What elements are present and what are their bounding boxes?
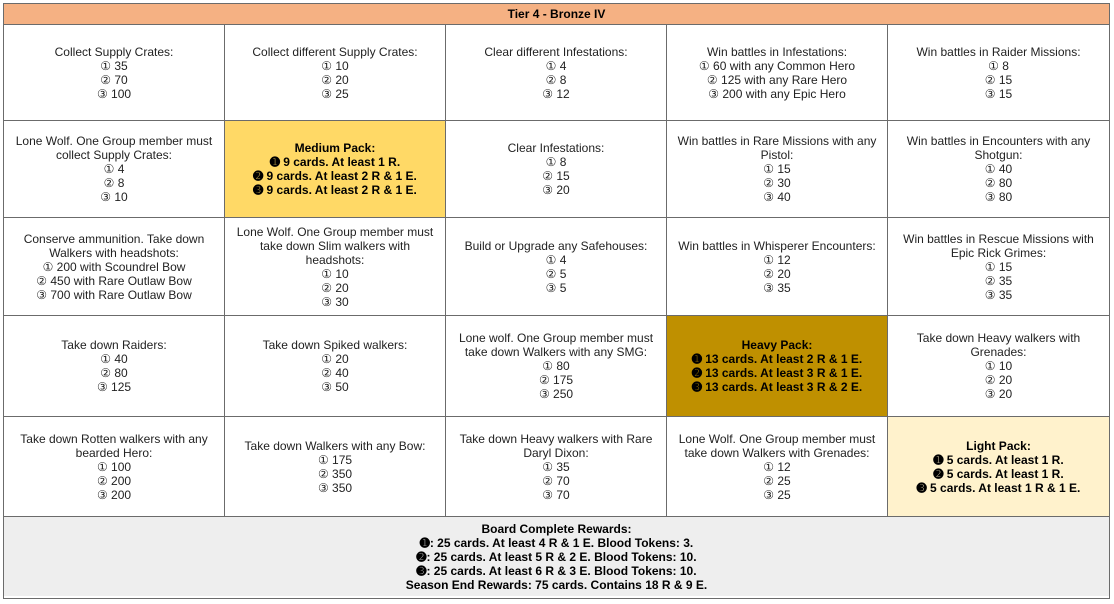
mission-level-1: ① 35 [100,58,128,73]
mission-description: Win battles in Infestations: [706,44,848,59]
mission-description: Conserve ammunition. Take down Walkers with headshots: [23,231,205,260]
mission-level-1: ① 60 with any Common Hero [698,58,856,73]
season-end-rewards: Season End Rewards: 75 cards. Contains 18 R & 9 E. [405,577,708,592]
mission-level-2: ② 450 with Rare Outlaw Bow [36,273,192,288]
mission-level-1: ① 15 [984,259,1013,274]
board-reward-line-1: ➊: 25 cards. At least 4 R & 1 E. Blood Tokens: 3. [419,535,694,550]
mission-level-3: ③ 250 [538,387,574,401]
mission-cell [667,121,888,218]
mission-level-3: ③ 20 [984,387,1013,401]
mission-cell [225,218,446,316]
mission-cell [446,121,667,218]
mission-description: Lone Wolf. One Group member must take down Walkers with Grenades: [678,431,876,460]
mission-level-2: ② 25 [763,473,791,488]
pack-level-1: ➊ 9 cards. At least 1 R. [269,155,401,169]
mission-description: Collect different Supply Crates: [252,44,418,59]
mission-level-1: ① 35 [542,459,570,474]
mission-level-2: ② 80 [984,176,1013,190]
mission-level-1: ① 100 [96,459,132,474]
mission-cell [4,25,225,121]
mission-cell [225,417,446,517]
mission-description: Take down Heavy walkers with Grenades: [916,331,1081,359]
mission-description: Take down Raiders: [61,338,167,352]
mission-level-1: ① 15 [763,162,791,176]
mission-level-3: ③ 100 [96,86,132,101]
mission-description: Win battles in Whisperer Encounters: [678,238,876,253]
pack-title: Light Pack: [966,438,1031,453]
mission-level-1: ① 175 [317,452,353,467]
mission-cell [4,417,225,517]
mission-level-3: ③ 70 [542,487,570,502]
mission-description: Collect Supply Crates: [54,44,174,59]
mission-level-2: ② 20 [321,280,349,295]
mission-level-3: ③ 20 [542,183,570,197]
pack-level-2: ➋ 13 cards. At least 3 R & 1 E. [691,366,863,380]
mission-description: Win battles in Encounters with any Shotgun: [906,134,1091,162]
pack-level-2: ➋ 5 cards. At least 1 R. [933,466,1064,481]
mission-board [3,3,1110,599]
mission-level-1: ① 80 [542,359,570,373]
light-pack-cell [888,417,1109,517]
mission-level-2: ② 175 [538,373,574,387]
mission-cell [446,218,667,316]
board-reward-line-3: ➌: 25 cards. At least 6 R & 3 E. Blood Tokens: 10. [416,563,697,578]
mission-level-1: ① 10 [984,359,1013,373]
pack-level-2: ➋ 9 cards. At least 2 R & 1 E. [253,169,417,183]
mission-cell [4,218,225,316]
mission-level-1: ① 8 [988,58,1009,73]
board-rewards [4,517,1109,596]
pack-level-3: ➌ 13 cards. At least 3 R & 2 E. [691,380,863,394]
mission-level-3: ③ 25 [763,487,791,502]
mission-description: Win battles in Rescue Missions with Epic Rick Grimes: [903,231,1094,260]
mission-level-1: ① 4 [545,58,567,73]
mission-level-3: ③ 35 [984,287,1013,302]
mission-cell [446,417,667,517]
mission-description: Lone wolf. One Group member must take down Walkers with any SMG: [458,331,654,359]
mission-level-2: ② 15 [984,72,1013,87]
mission-level-2: ② 70 [542,473,570,488]
mission-level-3: ③ 80 [984,190,1013,204]
mission-level-1: ① 10 [321,58,349,73]
pack-level-1: ➊ 5 cards. At least 1 R. [933,452,1064,467]
mission-cell [225,25,446,121]
mission-cell [4,316,225,417]
mission-level-3: ③ 125 [96,380,132,394]
mission-level-3: ③ 12 [542,86,570,101]
mission-cell [888,25,1109,121]
mission-cell [667,417,888,517]
mission-cell [446,25,667,121]
mission-level-3: ③ 200 with any Epic Hero [708,86,846,101]
pack-level-1: ➊ 13 cards. At least 2 R & 1 E. [691,352,863,366]
mission-level-3: ③ 10 [100,190,128,204]
mission-description: Clear Infestations: [507,141,605,155]
mission-grid [4,25,1109,517]
mission-cell [225,316,446,417]
mission-level-3: ③ 25 [321,86,349,101]
mission-level-2: ② 70 [100,72,128,87]
mission-level-2: ② 80 [100,366,128,380]
mission-level-1: ① 20 [321,352,349,366]
mission-level-3: ③ 200 [96,487,132,502]
mission-description: Win battles in Rare Missions with any Pistol: [677,134,877,162]
mission-level-3: ③ 15 [984,86,1013,101]
pack-level-3: ➌ 9 cards. At least 2 R & 1 E. [253,183,417,197]
mission-level-2: ② 350 [317,466,353,481]
mission-cell [888,121,1109,218]
board-rewards-title: Board Complete Rewards: [481,521,632,536]
mission-level-2: ② 8 [103,176,125,190]
tier-header: Tier 4 - Bronze IV [4,4,1109,25]
mission-level-2: ② 40 [321,366,349,380]
mission-cell [667,25,888,121]
mission-level-1: ① 10 [321,266,349,281]
mission-level-3: ③ 40 [763,190,791,204]
mission-level-1: ① 40 [100,352,128,366]
mission-cell [446,316,667,417]
mission-level-2: ② 35 [984,273,1013,288]
mission-description: Build or Upgrade any Safehouses: [464,238,648,253]
mission-level-2: ② 30 [763,176,791,190]
mission-level-1: ① 4 [103,162,125,176]
mission-level-3: ③ 35 [763,280,791,295]
mission-level-2: ② 20 [321,72,349,87]
board-reward-line-2: ➋: 25 cards. At least 5 R & 2 E. Blood Tokens: 10. [416,549,697,564]
heavy-pack-cell [667,316,888,417]
mission-level-3: ③ 5 [545,280,567,295]
mission-description: Take down Rotten walkers with any bearded Hero: [20,431,208,460]
mission-level-2: ② 15 [542,169,570,183]
mission-level-1: ① 200 with Scoundrel Bow [42,259,186,274]
pack-title: Heavy Pack: [741,338,813,352]
mission-description: Take down Heavy walkers with Rare Daryl Dixon: [459,431,653,460]
mission-level-1: ① 12 [763,252,791,267]
mission-level-1: ① 8 [545,155,567,169]
mission-level-1: ① 12 [763,459,791,474]
mission-cell [888,316,1109,417]
mission-cell [4,121,225,218]
mission-level-2: ② 8 [545,72,567,87]
mission-description: Take down Walkers with any Bow: [244,438,426,453]
mission-level-2: ② 5 [545,266,567,281]
mission-description: Lone Wolf. One Group member must collect Supply Crates: [15,134,213,162]
mission-level-3: ③ 30 [321,294,349,309]
mission-level-2: ② 125 with any Rare Hero [706,72,848,87]
mission-description: Lone Wolf. One Group member must take down Slim walkers with headshots: [236,224,434,267]
mission-level-1: ① 40 [984,162,1013,176]
medium-pack-cell [225,121,446,218]
mission-level-3: ③ 700 with Rare Outlaw Bow [36,287,192,302]
mission-description: Clear different Infestations: [484,44,628,59]
mission-level-2: ② 200 [96,473,132,488]
mission-description: Take down Spiked walkers: [262,338,408,352]
mission-level-2: ② 20 [763,266,791,281]
mission-level-2: ② 20 [984,373,1013,387]
pack-level-3: ➌ 5 cards. At least 1 R & 1 E. [916,480,1081,495]
pack-title: Medium Pack: [294,141,376,155]
mission-level-3: ③ 350 [317,480,353,495]
mission-cell [667,218,888,316]
mission-description: Win battles in Raider Missions: [916,44,1081,59]
mission-cell [888,218,1109,316]
mission-level-3: ③ 50 [321,380,349,394]
mission-level-1: ① 4 [545,252,567,267]
